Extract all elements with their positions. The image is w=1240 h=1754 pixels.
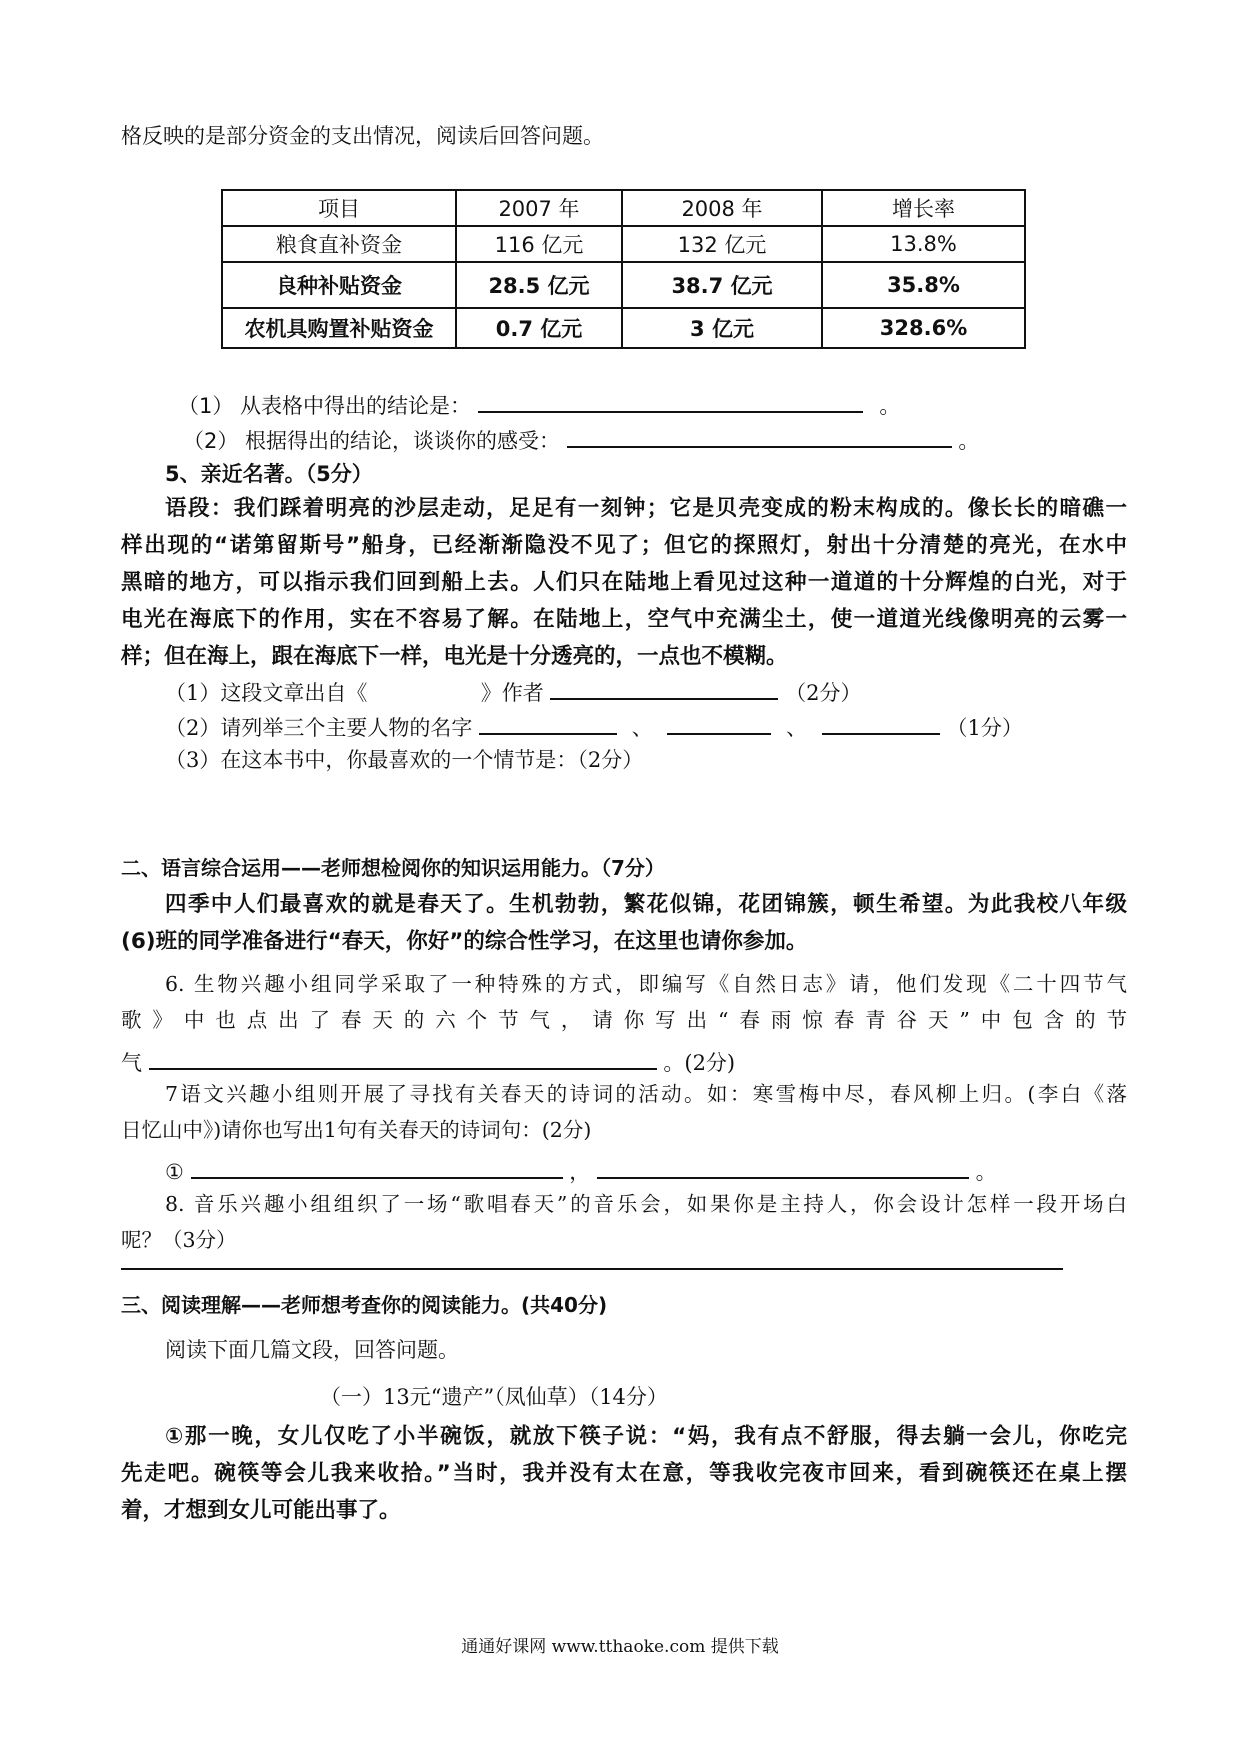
table-cell: 0.7 亿元: [456, 308, 622, 348]
section2-title: 二、语言综合运用——老师想检阅你的知识运用能力。（7分）: [121, 856, 665, 880]
q7-answer-blank-2[interactable]: [597, 1159, 969, 1179]
q4-sub2-label: （2） 根据得出的结论，谈谈你的感受：: [183, 429, 561, 453]
q5-sub1-score: （2分）: [785, 681, 862, 705]
q5-sub2-sep: 、: [631, 716, 653, 740]
table-cell: 132 亿元: [622, 226, 822, 262]
article-para-line: ①那一晚，女儿仅吃了小半碗饭，就放下筷子说：“妈，我有点不舒服，得去躺一会儿，你吃完: [165, 1424, 1127, 1449]
q5-sub2-score: （1分）: [946, 716, 1023, 740]
q6-line: 歌》中也点出了春天的六个节气，请你写出“春雨惊春青谷天”中包含的节: [121, 1008, 1127, 1032]
q6-answer-line: [121, 1050, 735, 1074]
q8-line: 8. 音乐兴趣小组组织了一场“歌唱春天”的音乐会，如果你是主持人，你会设计怎样一段开场白: [165, 1192, 1127, 1216]
q5-sub2: [165, 715, 1023, 739]
q8-answer-line[interactable]: [121, 1268, 1063, 1270]
q5-character-blank-2[interactable]: [667, 715, 771, 735]
passage-line: 语段：我们踩着明亮的沙层走动，足足有一刻钟；它是贝壳变成的粉末构成的。像长长的暗礁一: [165, 496, 1127, 521]
article-para-line: 着，才想到女儿可能出事了。: [121, 1498, 401, 1523]
q6-line: 6. 生物兴趣小组同学采取了一种特殊的方式，即编写《自然日志》请，他们发现《二十四节气: [165, 972, 1127, 996]
section3-instruction: 阅读下面几篇文段，回答问题。: [165, 1338, 459, 1362]
table-cell: 35.8%: [822, 262, 1025, 308]
q7-answer-line: [165, 1159, 997, 1183]
q5-sub1-author-label: 》作者: [480, 681, 544, 705]
section3-title: 三、阅读理解——老师想考查你的阅读能力。(共40分): [121, 1293, 608, 1317]
table-row: [222, 226, 1025, 262]
q4-sub1-answer-blank[interactable]: [478, 393, 863, 413]
q4-sub1-end: 。: [879, 394, 901, 418]
q5-character-blank-3[interactable]: [822, 715, 940, 735]
table-cell: 3 亿元: [622, 308, 822, 348]
table-header-row: [222, 190, 1025, 226]
q5-sub2-prefix: （2）请列举三个主要人物的名字: [165, 716, 473, 740]
q5-sub1-prefix: （1）这段文章出自《: [165, 681, 368, 705]
q4-sub2: [183, 428, 979, 452]
q5-sub3: （3）在这本书中，你最喜欢的一个情节是：（2分）: [165, 748, 644, 772]
q7-line: 日忆山中》)请你也写出1句有关春天的诗词句：(2分): [121, 1118, 592, 1142]
q7-answer-blank-1[interactable]: [191, 1159, 563, 1179]
intro-text: 格反映的是部分资金的支出情况，阅读后回答问题。: [121, 124, 604, 148]
q4-sub2-answer-blank[interactable]: [567, 428, 952, 448]
section2-intro-line: (6)班的同学准备进行“春天，你好”的综合性学习，在这里也请你参加。: [121, 929, 808, 954]
q4-sub1-label: （1） 从表格中得出的结论是：: [178, 394, 472, 418]
passage-line: 黑暗的地方，可以指示我们回到船上去。人们只在陆地上看见过这种一道道的十分辉煌的白光，对于: [121, 570, 1127, 595]
q6-prefix: 气: [121, 1051, 142, 1075]
q5-book-title-blank[interactable]: [374, 682, 474, 700]
table-row: [222, 262, 1025, 308]
table-cell: 28.5 亿元: [456, 262, 622, 308]
passage-line: 样出现的“诺第留斯号”船身，已经渐渐隐没不见了；但它的探照灯，射出十分清楚的亮光，在水中: [121, 533, 1127, 558]
table-cell: 良种补贴资金: [222, 262, 456, 308]
table-cell: 328.6%: [822, 308, 1025, 348]
footer-credit: 通通好课网 www.tthaoke.com 提供下载: [461, 1637, 779, 1657]
q4-sub1: [178, 393, 900, 417]
q5-author-blank[interactable]: [550, 680, 778, 700]
q4-sub2-end: 。: [958, 429, 980, 453]
table-cell: 13.8%: [822, 226, 1025, 262]
q8-line: 呢？（3分）: [121, 1228, 237, 1252]
table-cell: 农机具购置补贴资金: [222, 308, 456, 348]
table-header-cell: 增长率: [822, 190, 1025, 226]
table-cell: 38.7 亿元: [622, 262, 822, 308]
article-para-line: 先走吧。碗筷等会儿我来收拾。”当时，我并没有太在意，等我收完夜市回来，看到碗筷还在桌上摆: [121, 1461, 1127, 1486]
q7-end: 。: [975, 1160, 997, 1184]
q6-answer-blank[interactable]: [149, 1050, 657, 1070]
q5-title: 5、亲近名著。（5分）: [165, 462, 373, 486]
table-header-cell: 2008 年: [622, 190, 822, 226]
table-cell: 116 亿元: [456, 226, 622, 262]
passage-line: 电光在海底下的作用，实在不容易了解。在陆地上，空气中充满尘土，使一道道光线像明亮的云雾一: [121, 607, 1127, 632]
q7-mark: ①: [165, 1160, 184, 1184]
section2-intro-line: 四季中人们最喜欢的就是春天了。生机勃勃，繁花似锦，花团锦簇，顿生希望。为此我校八年级: [165, 892, 1127, 917]
table-row: [222, 308, 1025, 348]
funding-table: [221, 189, 1026, 349]
q5-sub1: [165, 680, 862, 704]
q5-sub2-sep: 、: [786, 716, 808, 740]
article-title: （一）13元“遗产”（凤仙草）（14分）: [320, 1385, 668, 1409]
passage-line: 样；但在海上，跟在海底下一样，电光是十分透亮的，一点也不模糊。: [121, 644, 788, 669]
q7-line: 7语文兴趣小组则开展了寻找有关春天的诗词的活动。如：寒雪梅中尽，春风柳上归。(李白《落: [165, 1082, 1127, 1106]
q6-score: 。(2分): [663, 1051, 736, 1075]
q7-sep: ，: [569, 1160, 591, 1184]
table-header-cell: 2007 年: [456, 190, 622, 226]
table-cell: 粮食直补资金: [222, 226, 456, 262]
table-header-cell: 项目: [222, 190, 456, 226]
q5-character-blank-1[interactable]: [479, 715, 617, 735]
